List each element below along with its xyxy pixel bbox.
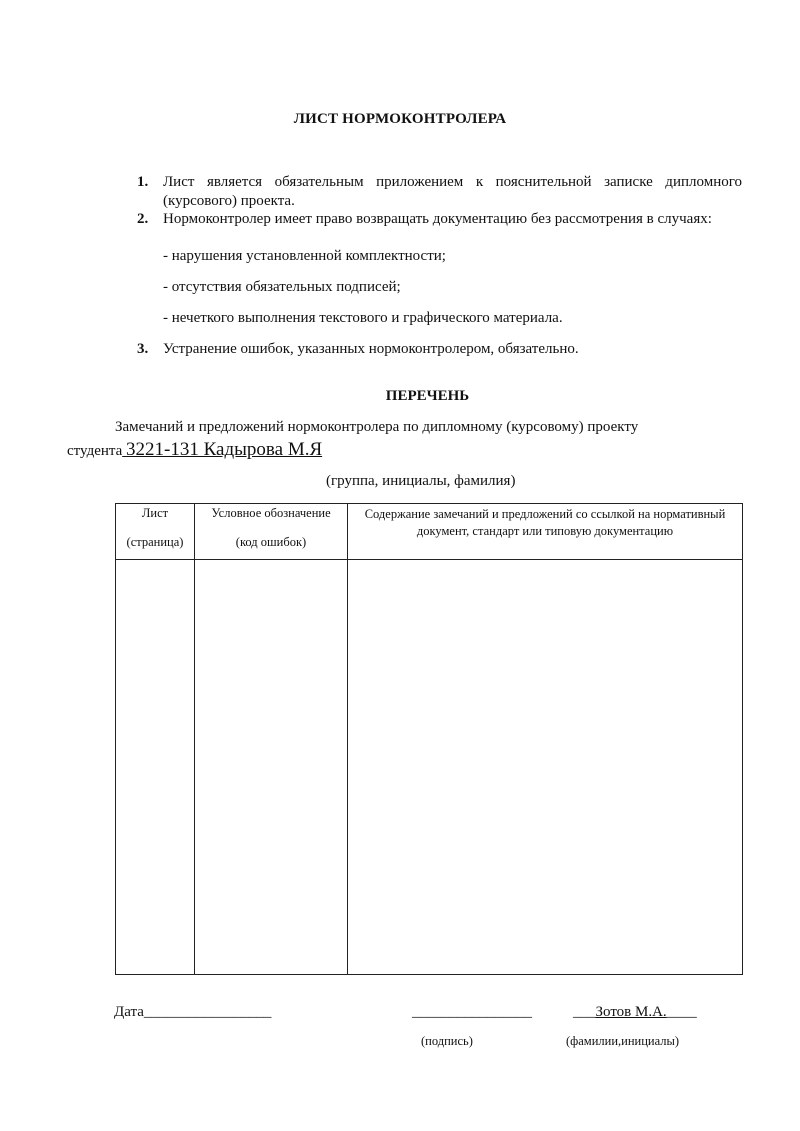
- rule-text: Лист является обязательным приложением к пояснительной записке дипломного (курсового) проекта.: [163, 174, 742, 209]
- page-title: ЛИСТ НОРМОКОНТРОЛЕРА: [293, 111, 507, 127]
- date-label: Дата: [114, 1004, 144, 1020]
- list-intro: Замечаний и предложений нормоконтролера по дипломному (курсовому) проекту: [115, 419, 639, 435]
- rule-item-1: [137, 173, 742, 211]
- header-code: Условное обозначение (код ошибок): [195, 504, 348, 560]
- rule-number: 3.: [137, 341, 149, 357]
- date-blank: _________________: [143, 1004, 272, 1020]
- case-item-1: - нарушения установленной комплектности;: [163, 248, 446, 264]
- table-cell-sheet[interactable]: [116, 560, 195, 975]
- name-caption: (фамилии,инициалы): [566, 1034, 680, 1048]
- inspector-name: Зотов М.А.: [595, 1004, 667, 1020]
- rule-item-3: [137, 340, 742, 359]
- rule-number: 1.: [137, 174, 149, 190]
- name-field: ___Зотов М.А.____: [573, 1004, 697, 1020]
- date-field: [114, 1004, 271, 1021]
- student-label: студента: [67, 443, 123, 459]
- table-cell-content[interactable]: [348, 560, 743, 975]
- header-sheet: Лист (страница): [116, 504, 195, 560]
- signature-caption: (подпись): [421, 1034, 473, 1048]
- student-caption: (группа, инициалы, фамилия): [326, 473, 516, 489]
- case-item-2: - отсутствия обязательных подписей;: [163, 279, 401, 295]
- remarks-table: [115, 503, 743, 975]
- rule-text: Устранение ошибок, указанных нормоконтролером, обязательно.: [163, 341, 579, 357]
- case-item-3: - нечеткого выполнения текстового и графического материала.: [163, 310, 563, 326]
- student-line: [67, 439, 322, 461]
- rule-item-2: [137, 210, 742, 229]
- table-header-row: [116, 504, 743, 560]
- rule-text: Нормоконтролер имеет право возвращать документацию без рассмотрения в случаях:: [163, 211, 712, 227]
- header-content: Содержание замечаний и предложений со ссылкой на нормативный документ, стандарт или типовую документацию: [348, 504, 743, 560]
- signature-blank: ________________: [412, 1004, 532, 1020]
- table-row: [116, 560, 743, 975]
- student-value: 3221-131 Кадырова М.Я: [126, 439, 323, 460]
- list-heading: ПЕРЕЧЕНЬ: [385, 388, 470, 404]
- rule-number: 2.: [137, 211, 149, 227]
- table-cell-code[interactable]: [195, 560, 348, 975]
